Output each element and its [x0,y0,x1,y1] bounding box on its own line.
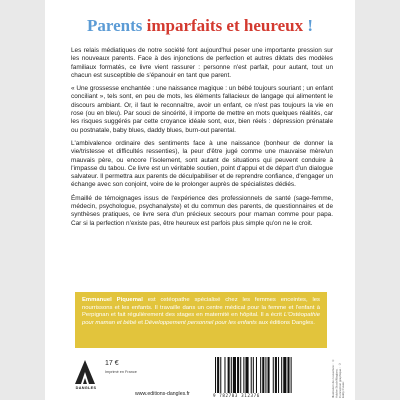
publisher-name: DANGLES [75,386,97,390]
back-cover [45,0,355,400]
publisher-logo-icon [73,358,97,386]
blurb-paragraph-1: Les relais médiatiques de notre société font aujourd'hui peser une importante pression sur les nouveaux parents. Face à des injonctions de perfection et autres diktats des modèles familiaux formatés, ce livre vient rassurer : personne n'est parfait, pour autant, tout un chacun est susceptible de s'épanouir en tant que parent. [71,47,333,79]
blurb-paragraph-4: Émaillé de témoignages issus de l'expérience des professionnels de santé (sage-femme, médecin, psychologue, psychanalyste) et du commun des parents, de questionnaires et de synthèses pratiques, ce livre sera d'un précieux secours pour maman comme pour papa. Car si la perfection n'existe pas, être heureux est parfois plus simple qu'on ne le croit. [71,194,333,227]
book-title [45,16,355,36]
author-book-1: L'Ostéopathie pour maman et bébé [82,312,320,327]
title-exclamation: ! [303,16,314,35]
author-bio-box [75,292,327,348]
price: 17 € [105,360,119,367]
author-book-2: Développement personnel pour les enfants [144,320,257,327]
blurb-paragraph-3: L'ambivalence ordinaire des sentiments face à une naissance (bonheur de donner la vie/tristesse et difficultés ressenties), la peur d'être jugé comme une mauvaise mère/un mauvais père, ou encore l'isolement, sont autant de situations qui peuvent conduire à l'impasse du tabou. Ce livre est un véritable soutien, point d'appui et de départ d'un dialogue salvateur. Il permettra aux parents de déculpabiliser et de reprendre confiance, d'engager un échange avec son conjoint, voire de le prolonger auprès de spécialistes dédiés. [71,139,333,189]
isbn-number: 9 782703 312376 [213,393,260,398]
legal-notice: Illustration de couverture : © Adobe Stock/Maglara. Conception graphique : © Eddy Cuvier. [331,358,346,398]
title-part-blue: Parents [86,16,147,35]
author-bio-2: et [136,320,145,327]
author-bio-3: aux éditions Dangles. [256,320,315,327]
printed-in: Imprimé en France [105,370,137,374]
blurb [71,47,333,233]
author-name: Emmanuel Piquemal [82,297,143,303]
title-part-red: imparfaits et heureux [146,16,304,35]
publisher-website: www.editions-dangles.fr [135,391,190,397]
cover-footer [45,352,355,400]
author-bio-1: est ostéopathe spécialisé chez les femmes enceintes, les nourrissons et les enfants. Il travaille dans un centre médical pour la femme et l'enfant à Perpignan et fait régulièrement des stages en maternité en hôpital. Il a écrit [82,297,320,319]
blurb-paragraph-2: « Une grossesse enchantée : une naissance magique : un bébé toujours souriant ; un enfant conciliant », tels sont, en peu de mots, les éléments fallacieux de langage qui alimentent le discours ambiant. Or, il faut le reconnaître, avoir un enfant, ce n'est pas toujours la vie en rose (ou en bleu). Par souci de sincérité, il importe de mettre en mots quelques réalités, car les risques suggérés par cette croyance idéale sont, eux, bien réels : dépression prénatale ou postnatale, baby blues, daddy blues, burn-out parental. [71,85,333,134]
barcode-icon [213,357,329,393]
